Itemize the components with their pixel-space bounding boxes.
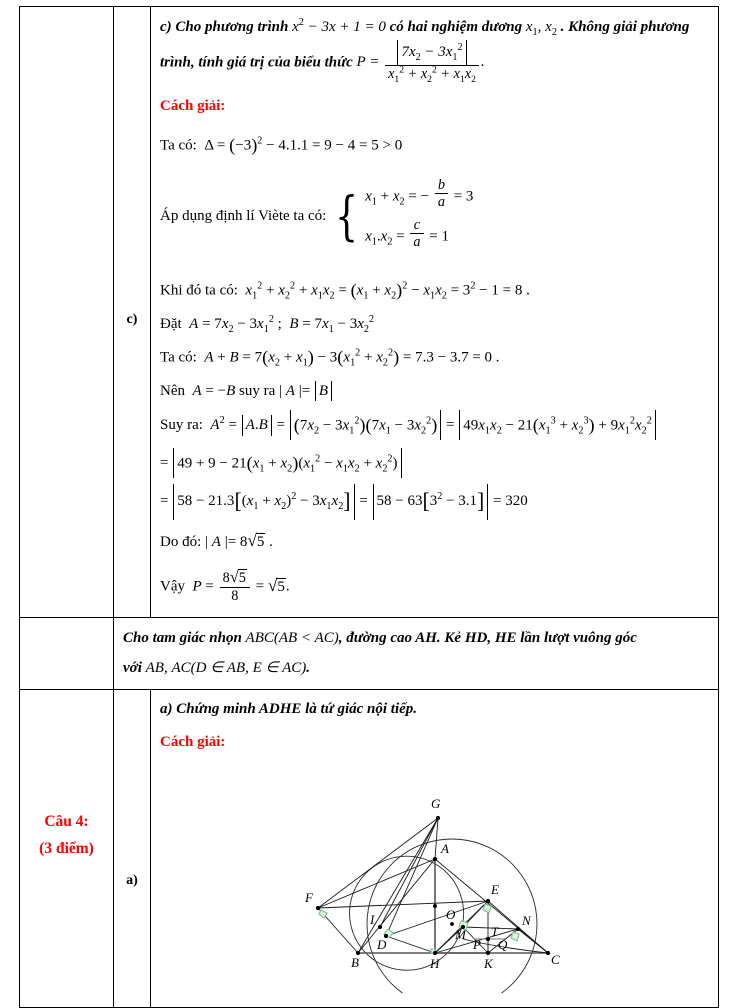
viete-system — [330, 177, 473, 257]
table-row-cau4-statement — [20, 618, 719, 690]
point-A — [432, 857, 436, 861]
point-O — [450, 922, 454, 926]
table-row-cau3c — [20, 7, 719, 618]
solution-cell-c — [151, 7, 719, 618]
right-angle-E — [483, 904, 491, 913]
line-nen: Nên A = −B suy ra | A |= B — [160, 376, 709, 407]
point-midpoint-AH — [433, 904, 437, 908]
line-expand-1: = $49 + 9 - 21(x_1 + x_2)(x_1^2 - x_1x_2 + x_2^2)$ — [160, 444, 709, 482]
statement4-text-2: , đường cao AH. Kẻ HD, HE lần lượt vuông góc — [338, 630, 637, 647]
label-Q: Q — [497, 937, 507, 953]
label-suy-ra-1: suy ra — [239, 382, 276, 399]
question-points-cau4: (3 điểm) — [39, 840, 94, 858]
statement4-text-1: Cho tam giác nhọn — [123, 630, 242, 647]
label-M: M — [454, 927, 466, 943]
question-label-cell-cau4 — [20, 690, 114, 1008]
label-T: T — [490, 924, 498, 940]
question-label-cell-empty — [20, 7, 114, 618]
right-angle-marks — [319, 904, 519, 953]
line-dat: Đặt $A = 7x_2 - 3x_1^2$ ; $B = 7x_1 - 3x_2^2$ — [160, 313, 375, 335]
part-label-a: a) — [126, 873, 138, 889]
statement-expression-P: P = $\frac{7x_2 - 3x_1^2}{x_1^2 + x_2^2 + x_1x_2}$ . — [357, 54, 485, 70]
statement-cau3c — [160, 12, 709, 84]
statement4-text-3: với — [123, 660, 142, 677]
line-khi-do: Khi đó ta có: $x_1^2 + x_2^2 + x_1x_2 = (x_1 + x_2)^2 - x_1x_2 = 3^2 - 1 = 8$ . — [160, 279, 530, 302]
label-O: O — [445, 907, 455, 923]
point-F — [315, 906, 319, 910]
statement4-text-4: . — [306, 660, 310, 677]
point-I — [377, 925, 381, 929]
line-a-plus-b: Ta có: $A + B = 7(x_2 + x_1) - 3(x_1^2 + x_2^2) = 7.3 - 3.7 = 0$ . — [160, 347, 500, 369]
geometry-figure — [285, 761, 585, 993]
line-delta: Ta có: $\Delta = (-3)^2 - 4.1.1 = 9 - 4 = 5 > 0$ — [160, 134, 403, 155]
question-label-cell-cau4-top — [20, 618, 114, 690]
label-A: A — [440, 841, 449, 857]
label-F: F — [304, 890, 313, 906]
heading-cach-giai-a: Cách giải: — [160, 733, 226, 750]
viete-eq-product: $x_1.x_2$ = $\frac{c}{a}$ = 1 — [365, 216, 449, 250]
exam-table — [19, 6, 719, 1008]
label-ta-co-1: Ta có: — [160, 137, 197, 154]
label-dat: Đặt — [160, 315, 182, 332]
line-viete — [160, 163, 709, 267]
statement4-math-1: ABC(AB < AC) — [245, 630, 339, 647]
point-T — [485, 937, 489, 941]
line-suy-ra-asq: Suy ra: $A^2 = A.B = (7x_2 - 3x_1^2)(7x_1 - 3x_2^2) = 49x_1x_2 - 21(x_1^3 + x_2^3) + 9x_1^2x_2^2$ — [160, 406, 709, 444]
label-D: D — [376, 937, 386, 953]
label-suy-ra-2: Suy ra: — [160, 417, 203, 434]
label-B: B — [350, 955, 359, 971]
triangle-AB-AC — [358, 859, 548, 953]
label-C: C — [550, 952, 560, 968]
label-do-do: Do đó: — [160, 534, 202, 551]
statement-text-2: có hai nghiệm dương — [389, 19, 523, 35]
label-I: I — [369, 912, 374, 928]
statement-cau4a: a) Chứng minh ADHE là tứ giác nội tiếp. — [160, 701, 418, 718]
segment-GD — [386, 818, 438, 936]
line-vay-p: Vậy P = $\frac{8√5}{8}$ = √5. — [160, 567, 290, 605]
point-C — [545, 951, 549, 955]
label-ap-dung-viete: Áp dụng định lí Viète ta có: — [160, 208, 327, 225]
label-vay: Vậy — [160, 578, 185, 595]
curly-brace-icon: { — [335, 186, 359, 247]
label-nen: Nên — [160, 382, 185, 399]
part-label-cell-c — [114, 7, 151, 618]
segment-GB — [358, 818, 438, 953]
line-expand-2: = $58 - 21.3[(x_1 + x_2)^2 - 3x_1x_2] = 58 - 63[3^2 - 3.1] = 320$ — [160, 482, 709, 521]
statement-text-4: trình, tính giá trị của biểu thức — [160, 54, 353, 71]
segment-GF — [318, 818, 438, 908]
label-N: N — [521, 913, 531, 929]
statement-equation: $x^2 - 3x + 1 = 0$ — [292, 17, 390, 35]
point-N — [515, 927, 519, 931]
label-khi-do: Khi đó ta có: — [160, 282, 238, 299]
point-E — [485, 899, 489, 903]
question-number-cau4: Câu 4: — [44, 813, 89, 831]
segment-HD — [386, 936, 435, 953]
solution-cell-a — [151, 690, 719, 1008]
segment-GI — [380, 818, 438, 927]
label-E: E — [490, 882, 499, 898]
segment-DE — [386, 901, 488, 936]
table-row-cau4a — [20, 690, 719, 1008]
heading-cach-giai-c: Cách giải: — [160, 98, 226, 115]
geometry-figure-container — [160, 757, 709, 1001]
point-H — [432, 951, 436, 955]
point-G — [435, 816, 439, 820]
label-H: H — [429, 956, 439, 972]
segment-FA — [318, 859, 435, 908]
part-label-cell-a — [114, 690, 151, 1008]
viete-eq-sum: $x_1 + x_2$ = − $\frac{b}{a}$ = 3 — [365, 176, 474, 211]
statement-cell-cau4 — [114, 618, 719, 690]
statement-cau4 — [123, 623, 709, 683]
label-K: K — [483, 956, 493, 972]
line-do-do: Do đó: | A |= 8√5 . — [160, 531, 273, 551]
right-angle-N — [511, 932, 519, 941]
statement-roots: $x_1$, $x_2$ — [525, 19, 557, 38]
statement-text-3: . Không giải phương — [560, 19, 690, 35]
statement4-math-2: AB, AC(D ∈ AB, E ∈ AC) — [145, 660, 307, 677]
part-label-c: c) — [126, 312, 138, 327]
point-K — [485, 951, 489, 955]
label-G: G — [430, 796, 440, 812]
label-ta-co-2: Ta có: — [160, 349, 197, 366]
label-P: P — [472, 937, 481, 953]
statement-text-1: c) Cho phương trình — [160, 19, 289, 35]
